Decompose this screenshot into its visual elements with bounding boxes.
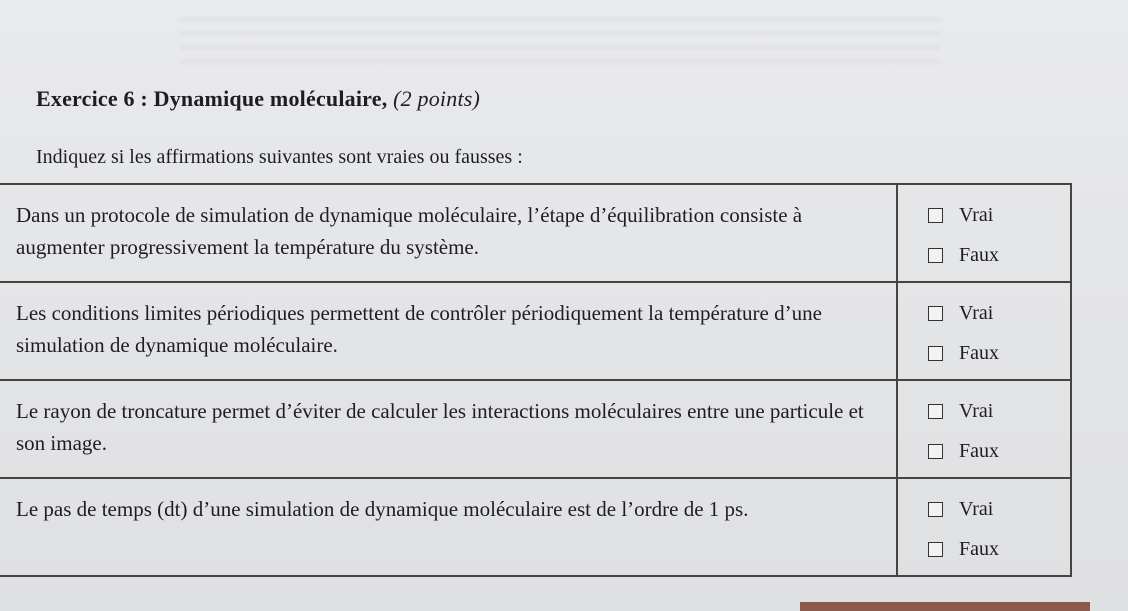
true-false-table — [0, 183, 1072, 577]
exercise-title-text: Exercice 6 : Dynamique moléculaire, — [36, 86, 388, 111]
option-label: Vrai — [959, 203, 994, 226]
option-vrai[interactable] — [928, 489, 1070, 529]
checkbox-icon[interactable] — [928, 248, 943, 263]
instruction-text: Indiquez si les affirmations suivantes sont vraies ou fausses : — [36, 146, 523, 168]
table-row — [0, 380, 1071, 478]
option-faux[interactable] — [928, 333, 1070, 373]
option-vrai[interactable] — [928, 293, 1070, 333]
statement-text: Dans un protocole de simulation de dynamique moléculaire, l’étape d’équilibration consiste à augmenter progressivement la température du système. — [0, 184, 897, 282]
options-cell — [897, 380, 1071, 478]
option-label: Vrai — [959, 301, 994, 324]
statement-text: Les conditions limites périodiques permettent de contrôler périodiquement la température d’une simulation de dynamique moléculaire. — [0, 282, 897, 380]
faded-previous-text — [180, 18, 940, 68]
options-cell — [897, 184, 1071, 282]
exercise-points: (2 points) — [393, 86, 481, 111]
checkbox-icon[interactable] — [928, 404, 943, 419]
option-faux[interactable] — [928, 529, 1070, 569]
checkbox-icon[interactable] — [928, 542, 943, 557]
option-label: Faux — [959, 537, 999, 560]
desk-edge — [800, 602, 1090, 611]
option-vrai[interactable] — [928, 391, 1070, 431]
option-faux[interactable] — [928, 235, 1070, 275]
statement-text: Le rayon de troncature permet d’éviter de calculer les interactions moléculaires entre une particule et son image. — [0, 380, 897, 478]
option-label: Faux — [959, 341, 999, 364]
option-label: Faux — [959, 243, 999, 266]
option-label: Vrai — [959, 399, 994, 422]
option-label: Faux — [959, 439, 999, 462]
checkbox-icon[interactable] — [928, 346, 943, 361]
checkbox-icon[interactable] — [928, 444, 943, 459]
option-faux[interactable] — [928, 431, 1070, 471]
options-cell — [897, 478, 1071, 576]
statement-text: Le pas de temps (dt) d’une simulation de dynamique moléculaire est de l’ordre de 1 ps. — [0, 478, 897, 576]
checkbox-icon[interactable] — [928, 208, 943, 223]
option-label: Vrai — [959, 497, 994, 520]
option-vrai[interactable] — [928, 195, 1070, 235]
table-row — [0, 184, 1071, 282]
table-row — [0, 478, 1071, 576]
exercise-title — [36, 86, 480, 112]
checkbox-icon[interactable] — [928, 306, 943, 321]
table-row — [0, 282, 1071, 380]
checkbox-icon[interactable] — [928, 502, 943, 517]
options-cell — [897, 282, 1071, 380]
